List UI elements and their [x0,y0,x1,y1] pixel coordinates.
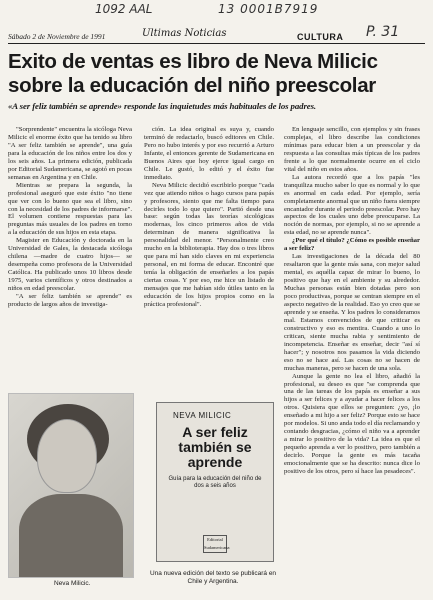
paragraph: La autora recordó que a los papás "les tranquiliza mucho saber lo que es normal y lo que es anormal en cada edad. Por ejemplo, sería completamente anormal que un niño fuera siempre encantador durante el periodo preescolar. Pero hay aspectos de los cuales uno debe preocuparse. La noción de normas, por ejemplo, si no se aprende a esta edad, no se aprende nunca". [284,173,420,237]
dateline: Sábado 2 de Noviembre de 1991 [8,32,106,41]
header-rule [8,43,425,44]
paragraph: Las investigaciones de la década del 80 resaltaron que la gente más sana, con mejor salud mental, es aquélla capaz de mirar lo bueno, lo positivo que hay en el ambiente y su alrededor. Muchas personas están bien dotadas pero son poco productivas, porque se centran siempre en el aspecto negativo de la realidad. Eso yo creo que se aprende y se enseña. Y los padres lo consideramos mal. Estamos convencidos de que criticar es constructivo y eso es mentira. Cuando a uno lo critican, siente mucha rabia y sentimiento de incompetencia. Enseñar es enseñar, decir "así sí hacer"; y nosotros nos pasamos la vida diciendo eso no se hace así. Las cosas no se hacen de muchas maneras, pero se hacen de una sola. [284,253,420,372]
paragraph: En lenguaje sencillo, con ejemplos y sin frases complejas, el libro describe las condiciones mínimas para educar bien a un preescolar y da respuesta a las consultas más típicas de los padres frente a lo que normalmente ocurre en el ciclo vital del niño en estos años. [284,126,420,173]
book-cover [156,402,274,562]
book-caption: Una nueva edición del texto se publicará en Chile y Argentina. [149,570,277,585]
paragraph: Aunque la gente no lea el libro, añadió la profesional, su deseo es que "se comprenda que una de las tareas de los papás es enseñar a sus hijos a ser felices y a ayudar a hacer felices a los otros. Quisiera que ellos se pregunten: ¿yo, ¡lo enseñado a mi hijo a ser feliz? Porque esto se hace por modelos. Si uno anda todo el día reclamando y contando desgracias, ¿cómo el niño va a aprender a mirar lo positivo de la vida? La idea es que el pequeño aprenda a ver lo positivo, pero también a decirlo. Porque la gente es más tacaña emocionalmente que se ha descrito: nunca dice lo positivo de los otros, pero sí hace las pesadeces". [284,372,420,475]
lede: «A ser feliz también se aprende» responde las inquietudes más habituales de los padres. [8,101,317,111]
book-title: A ser feliz también se aprende [178,424,252,470]
book-subtitle: Guía para la educación del niño de dos a seis años [168,476,262,489]
column-1 [8,126,132,309]
subhead: ¿Por qué el título? ¿Cómo es posible enseñar a ser feliz? [284,237,420,253]
publisher-logo: Editorial Sudamericana [203,535,227,553]
photo-caption: Neva Milicic. [54,580,91,587]
handwritten-page: P. 31 [366,24,400,40]
handwritten-number: 1092 AAL [95,2,153,16]
author-photo [8,393,134,578]
paragraph: "A ser feliz también se aprende" es producto de largos años de investiga- [8,293,132,308]
handwritten-code: 13 0001B7919 [218,2,319,16]
paragraph: Magister en Educación y doctorada en la Universidad de Gales, la destacada sicóloga chilena —madre de cuatro hijos— se desempeña como profesora de la Universidad Católica. Ha publicado unos 10 libros desde 1975, varios científicos y otros destinados a niños en edad preescolar. [8,237,132,293]
paragraph: ción. La idea original es suya y, cuando terminó de redactarlo, buscó editores en Chile. Pero no hubo interés y por eso recurrió a Arturo Infante, el entonces gerente de Sudamericana en Buenos Aires que hoy ejerce igual cargo en Chile. Le gustó, lo editó y el éxito fue inmediato. [144,126,274,181]
paragraph: Mientras se prepara la segunda, la profesional aseguró que este éxito "no tiene que ver con lo bueno que sea el libro, sino con la necesidad de los padres de informarse". El volumen contiene respuestas para las preguntas más usuales de los padres en torno a la educación de sus hijos en esta etapa. [8,181,132,237]
column-3 [284,126,420,476]
masthead: Ultimas Noticias [142,28,227,39]
column-2 [144,126,274,309]
book-author: NEVA MILICIC [173,411,232,420]
paragraph: "Sorprendente" encuentra la sicóloga Neva Milicic el enorme éxito que ha tenido su libro "A ser feliz también se aprende", una guía para la educación de los niños entre los dos y los seis años. La primera edición, publicada por Editorial Sudamericana, se agotó en pocas semanas en Argentina y en Chile. [8,126,132,181]
paragraph: Neva Milicic decidió escribirlo porque "cada vez que atiendo niños o hago cursos para papás y profesores, siento que me falta tiempo para decirles todo lo que quiero". Partió desde una base: según todas las teorías sicológicas modernas, los cinco primeros años de vida determinan de manera significativa la personalidad del menor. "Personalmente creo mucho en la biblioterapia. Hay dos o tres libros que para mí han sido claves en mi experiencia personal, en mi forma de educar. Encontré que tenía la obligación de enseñarles a los papás ciertas cosas. Y por eso, me hice un listado de mensajes que me habían sido útiles tanto en la educación de los hijos propios como en la práctica profesional". [144,181,274,308]
section-label: CULTURA [297,32,344,42]
headline: Exito de ventas es libro de Neva Milicic sobre la educación del niño preescolar [8,50,378,97]
